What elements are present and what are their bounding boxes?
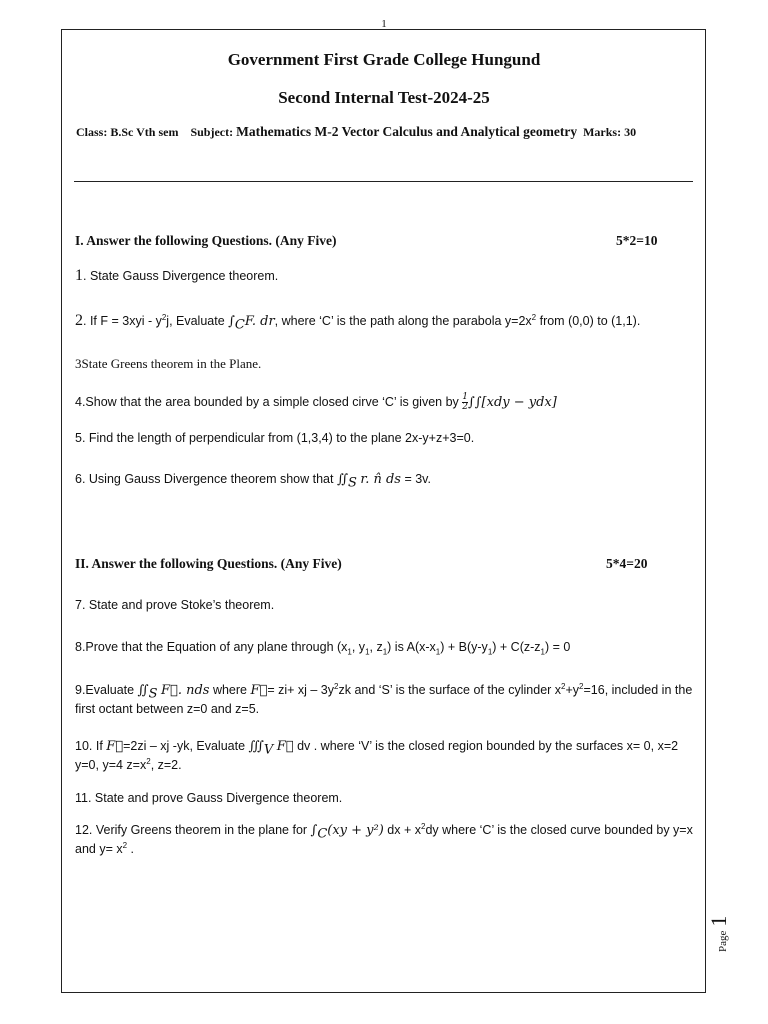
- question-6: 6. Using Gauss Divergence theorem show that $∬_S$ r. n̂ ds = 3v.: [75, 472, 431, 491]
- marks-total: Marks: 30: [583, 125, 637, 139]
- section-2-marks: 5*4=20: [606, 556, 648, 571]
- test-title: Second Internal Test-2024-25: [278, 88, 490, 107]
- section-1-marks: 5*2=10: [616, 233, 658, 248]
- class-label: Class: B.Sc Vth sem: [76, 125, 179, 139]
- subject-label: Subject:: [190, 125, 234, 139]
- question-10: 10. If F⃗=2zi – xj -yk, Evaluate $∭_V$ F⃗ dv . where ‘V’ is the closed region bounded by the surfaces x= 0, x=2 y=0, y=4 $z=x^2$, z=2.: [75, 739, 679, 772]
- page-word: Page: [717, 930, 729, 952]
- page-number: 1: [706, 915, 731, 927]
- question-9: 9.Evaluate $∬_S$ F⃗. nds where F⃗= zi+ xj – $3y^2zk$ and ‘S’ is the surface of the cylinder $x^2+y^2=16$, included in the first octant between z=0 and z=5.: [75, 681, 693, 716]
- question-11: 11. State and prove Gauss Divergence theorem.: [75, 791, 343, 805]
- question-12: 12. Verify Greens theorem in the plane for $\int_C(xy + y^2)$ dx + $x^2dy$ where ‘C’ is the closed curve bounded by y=x and $y= x^2$ .: [75, 821, 693, 856]
- question-3: 3State Greens theorem in the Plane.: [75, 356, 262, 371]
- header-rule: [74, 181, 693, 182]
- page-footer-label: [706, 916, 732, 952]
- top-page-number: 1: [381, 18, 387, 30]
- question-1: 1. State Gauss Divergence theorem.: [75, 267, 279, 284]
- section-1-heading: I. Answer the following Questions. (Any Five): [75, 233, 337, 248]
- college-title: Government First Grade College Hungund: [227, 50, 541, 69]
- question-7: 7. State and prove Stoke’s theorem.: [75, 598, 275, 612]
- section-2-heading: II. Answer the following Questions. (Any Five): [75, 556, 342, 571]
- question-5: 5. Find the length of perpendicular from (1,3,4) to the plane 2x-y+z+3=0.: [75, 431, 475, 445]
- question-8: 8.Prove that the Equation of any plane through ($x_1$, $y_1$, $z_1$) is $A(x-x_1) + B(y-y_1) + C(z-z_1) = 0$: [75, 640, 571, 657]
- question-2: 2. If $F = 3xyi - y^2j$, Evaluate $\int_CF$. dr, where ‘C’ is the path along the parabola $y=2x^2$ from (0,0) to (1,1).: [75, 312, 641, 333]
- class-subject-line: [76, 124, 636, 140]
- subject-name: Mathematics M-2 Vector Calculus and Analytical geometry: [236, 124, 578, 139]
- question-4: 4.Show that the area bounded by a simple closed cirve ‘C’ is given by $\frac{1}{2}$ ∫∫[xdy − ydx]: [75, 392, 557, 413]
